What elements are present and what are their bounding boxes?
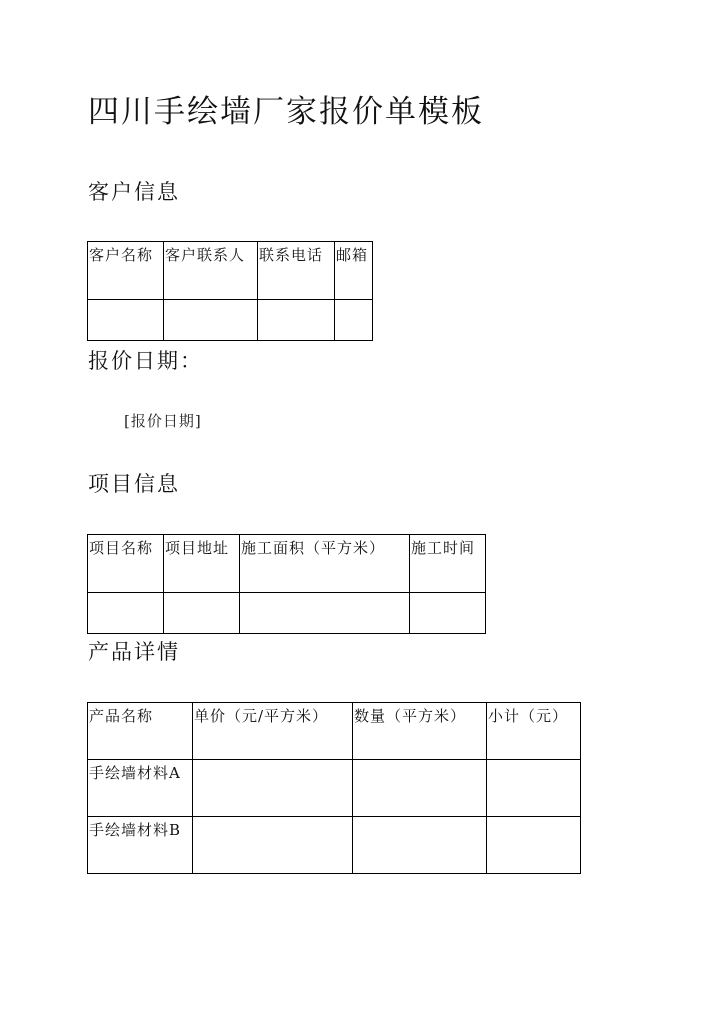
document-title: 四川手绘墙厂家报价单模板 [88,94,484,130]
header-cell-phone: 联系电话 [258,242,335,300]
customer-section-heading: 客户信息 [88,180,180,204]
table-cell[interactable] [258,300,335,341]
header-cell-quantity: 数量（平方米） [353,703,487,760]
table-cell[interactable] [410,593,486,634]
header-cell-project-address: 项目地址 [164,535,240,593]
header-cell-unit-price: 单价（元/平方米） [193,703,353,760]
table-row [88,760,581,817]
header-cell-construction-time: 施工时间 [410,535,486,593]
product-details-table [87,702,581,874]
header-cell-construction-area: 施工面积（平方米） [240,535,410,593]
quote-date-placeholder[interactable]: [报价日期] [124,412,202,430]
table-cell[interactable] [164,593,240,634]
table-header-row [88,703,581,760]
product-name-cell: 手绘墙材料B [88,817,193,874]
table-cell[interactable] [193,760,353,817]
header-cell-email: 邮箱 [335,242,373,300]
header-cell-customer-name: 客户名称 [88,242,164,300]
table-cell[interactable] [487,817,581,874]
header-cell-product-name: 产品名称 [88,703,193,760]
product-name-cell: 手绘墙材料A [88,760,193,817]
table-row [88,817,581,874]
header-cell-project-name: 项目名称 [88,535,164,593]
table-cell[interactable] [164,300,258,341]
quote-date-heading: 报价日期： [88,349,203,373]
customer-info-table [87,241,373,341]
table-cell[interactable] [353,760,487,817]
table-header-row [88,242,373,300]
project-section-heading: 项目信息 [88,472,180,496]
table-cell[interactable] [487,760,581,817]
table-cell[interactable] [335,300,373,341]
table-header-row [88,535,486,593]
project-info-table [87,534,486,634]
product-section-heading: 产品详情 [88,640,180,664]
table-cell[interactable] [240,593,410,634]
table-cell[interactable] [88,593,164,634]
table-cell[interactable] [88,300,164,341]
header-cell-customer-contact: 客户联系人 [164,242,258,300]
table-cell[interactable] [353,817,487,874]
header-cell-subtotal: 小计（元） [487,703,581,760]
table-row [88,300,373,341]
table-cell[interactable] [193,817,353,874]
table-row [88,593,486,634]
